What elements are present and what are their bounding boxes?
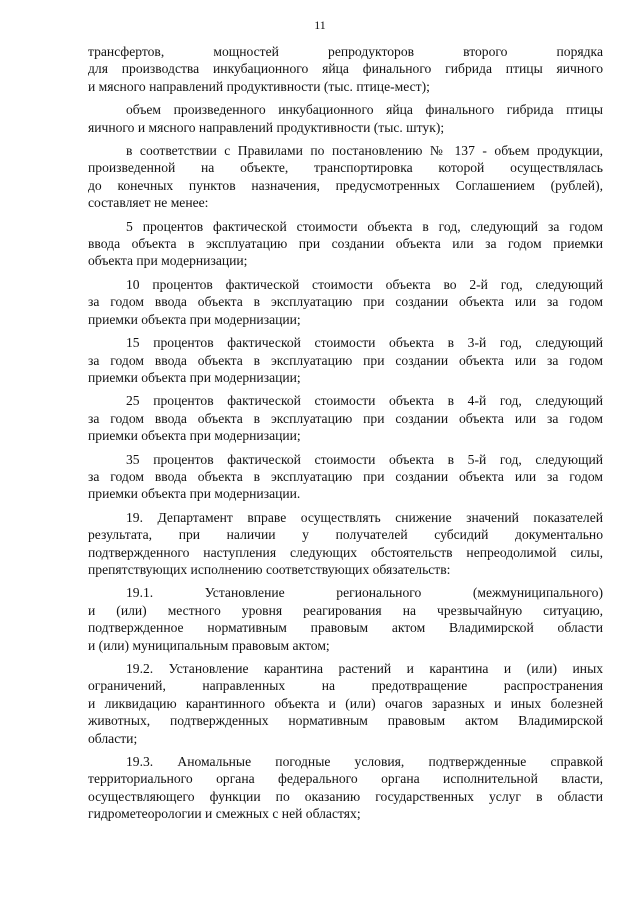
paragraph-line: приемки объекта при модернизации; xyxy=(88,428,301,444)
paragraph-line: подтвержденного наступления следующих обстоятельств непреодолимой силы, xyxy=(88,544,603,560)
paragraph-line: за годом ввода объекта в эксплуатацию при создании объекта или за годом xyxy=(88,468,603,484)
paragraph-line: и мясного направлений продуктивности (тыс. птице-мест); xyxy=(88,78,430,94)
page-number: 11 xyxy=(314,18,326,32)
paragraph-line: результата, при наличии у получателей субсидий документально xyxy=(88,527,603,543)
paragraph-line: ограничений, направленных на предотвращение распространения xyxy=(88,678,603,694)
paragraph-line: препятствующих исполнению соответствующих обязательств: xyxy=(88,561,451,577)
paragraph-line: подтвержденное нормативным правовым актом Владимирской области xyxy=(88,620,603,636)
paragraph-line: приемки объекта при модернизации; xyxy=(88,311,301,327)
paragraph-line: в соответствии с Правилами по постановлению № 137 - объем продукции, xyxy=(126,143,603,159)
paragraph-line: 19.2. Установление карантина растений и карантина и (или) иных xyxy=(126,661,603,676)
paragraph-line: для производства инкубационного яйца финального гибрида птицы яичного xyxy=(88,61,603,77)
paragraph xyxy=(88,509,603,579)
paragraph-line: составляет не менее: xyxy=(88,195,209,211)
paragraph-line: животных, подтвержденных нормативным правовым актом Владимирской xyxy=(88,713,603,729)
paragraph-line: трансфертов, мощностей репродукторов второго порядка xyxy=(88,44,603,59)
paragraph-line: объекта при модернизации; xyxy=(88,253,248,269)
document-body xyxy=(88,43,603,829)
paragraph-line: за годом ввода объекта в эксплуатацию при создании объекта или за годом xyxy=(88,352,603,368)
paragraph-line: 19. Департамент вправе осуществлять снижение значений показателей xyxy=(126,509,603,525)
paragraph xyxy=(88,276,603,328)
paragraph-line: 25 процентов фактической стоимости объекта в 4-й год, следующий xyxy=(126,393,603,409)
paragraph-line: приемки объекта при модернизации; xyxy=(88,369,301,385)
paragraph-line: 19.3. Аномальные погодные условия, подтвержденные справкой xyxy=(126,754,603,770)
paragraph-line: и ликвидацию карантинного объекта и (или) очагов заразных и иных болезней xyxy=(88,695,603,711)
paragraph xyxy=(88,334,603,386)
paragraph-line: яичного и мясного направлений продуктивности (тыс. штук); xyxy=(88,119,445,135)
paragraph-line: 19.1. Установление регионального (межмуниципального) xyxy=(126,585,603,601)
paragraph-line: произведенной на объекте, транспортировка которой осуществлялась xyxy=(88,160,603,176)
paragraph-line: гидрометеорологии и смежных с ней областях; xyxy=(88,806,361,822)
paragraph xyxy=(88,451,603,503)
paragraph xyxy=(88,101,603,136)
paragraph xyxy=(88,392,603,444)
paragraph-line: объем произведенного инкубационного яйца финального гибрида птицы xyxy=(126,102,603,118)
paragraph xyxy=(88,584,603,654)
paragraph-line: осуществляющего функции по оказанию государственных услуг в области xyxy=(88,788,603,804)
paragraph-line: территориального органа федерального органа исполнительной власти, xyxy=(88,771,603,787)
paragraph xyxy=(88,218,603,270)
paragraph xyxy=(88,753,603,823)
paragraph-line: за годом ввода объекта в эксплуатацию при создании объекта или за годом xyxy=(88,294,603,310)
paragraph-line: области; xyxy=(88,730,138,746)
paragraph-line: до конечных пунктов назначения, предусмотренных Соглашением (рублей), xyxy=(88,177,603,193)
paragraph xyxy=(88,142,603,212)
paragraph-line: за годом ввода объекта в эксплуатацию при создании объекта или за годом xyxy=(88,410,603,426)
paragraph-line: ввода объекта в эксплуатацию при создании объекта или за годом приемки xyxy=(88,236,603,252)
paragraph-line: 5 процентов фактической стоимости объекта в год, следующий за годом xyxy=(126,218,603,234)
paragraph xyxy=(88,43,603,95)
paragraph-line: приемки объекта при модернизации. xyxy=(88,486,301,502)
paragraph-line: 15 процентов фактической стоимости объекта в 3-й год, следующий xyxy=(126,335,603,351)
paragraph xyxy=(88,660,603,747)
paragraph-line: и (или) местного уровня реагирования на чрезвычайную ситуацию, xyxy=(88,602,603,618)
paragraph-line: и (или) муниципальным правовым актом; xyxy=(88,637,330,653)
paragraph-line: 10 процентов фактической стоимости объекта во 2-й год, следующий xyxy=(126,276,603,292)
paragraph-line: 35 процентов фактической стоимости объекта в 5-й год, следующий xyxy=(126,451,603,467)
